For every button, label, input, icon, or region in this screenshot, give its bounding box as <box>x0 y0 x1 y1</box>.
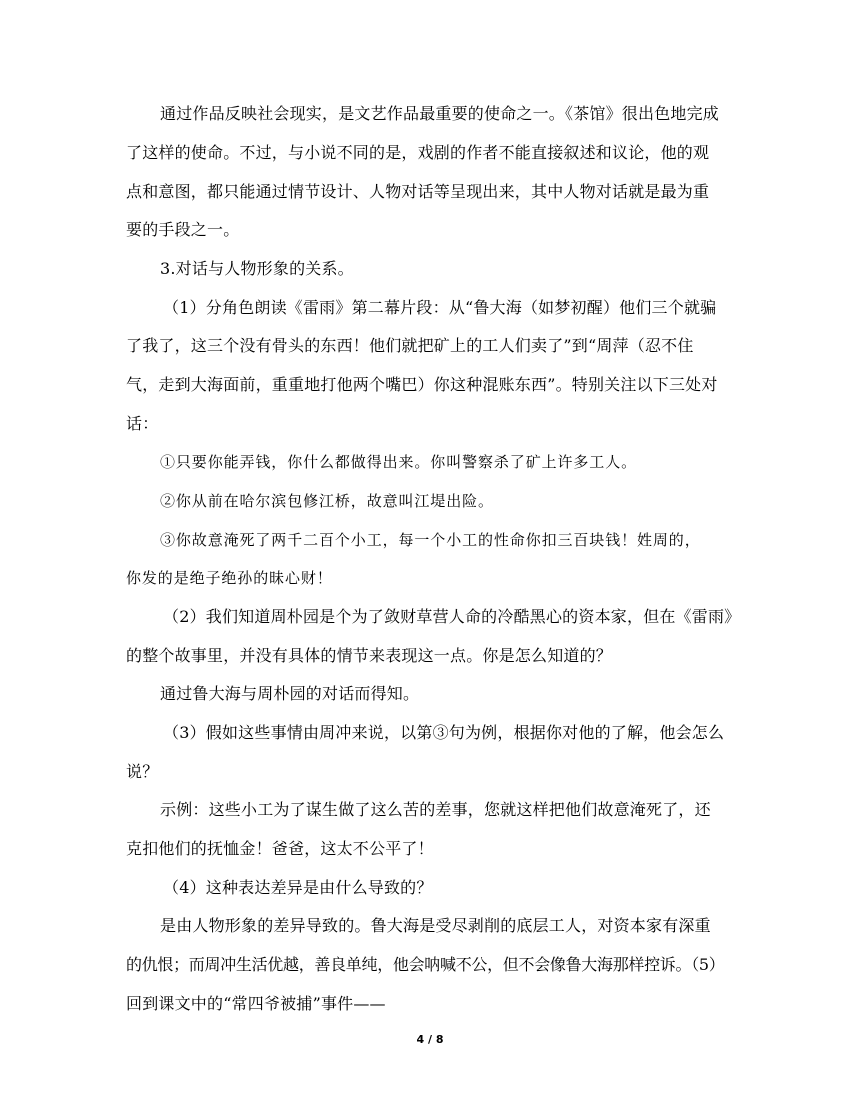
quote-line: 你发的是绝子绝孙的昧心财！ <box>126 569 333 587</box>
paragraph-line: 通过鲁大海与周朴园的对话而得知。 <box>160 684 420 703</box>
paragraph-line: （4）这种表达差异是由什么导致的？ <box>163 878 433 897</box>
section-heading: 3.对话与人物形象的关系。 <box>160 259 354 278</box>
quote-line: ③你故意淹死了两千二百个小工，每一个小工的性命你扣三百块钱！姓周的， <box>160 531 701 549</box>
paragraph-line: 克扣他们的抚恤金！爸爸，这太不公平了！ <box>126 839 434 858</box>
paragraph-line: 气，走到大海面前，重重地打他两个嘴巴）你这种混账东西”。特别关注以下三处对 <box>126 375 718 394</box>
paragraph-line: （2）我们知道周朴园是个为了敛财草营人命的冷酷黑心的资本家，但在《雷雨》 <box>163 607 741 626</box>
paragraph-line: 的仇恨；而周冲生活优越，善良单纯，他会呐喊不公，但不会像鲁大海那样控诉。（5） <box>126 955 725 974</box>
paragraph-line: （3）假如这些事情由周冲来说，以第③句为例，根据你对他的了解，他会怎么 <box>163 723 725 742</box>
paragraph-line: 的整个故事里，并没有具体的情节来表现这一点。你是怎么知道的？ <box>126 646 613 665</box>
paragraph-line: 通过作品反映社会现实，是文艺作品最重要的使命之一。《茶馆》很出色地完成 <box>160 104 720 123</box>
paragraph-line: 是由人物形象的差异导致的。鲁大海是受尽剥削的底层工人，对资本家有深重 <box>160 916 711 935</box>
paragraph-line: 说？ <box>126 762 159 781</box>
quote-line: ①只要你能弄钱，你什么都做得出来。你叫警察杀了矿上许多工人。 <box>160 453 638 471</box>
paragraph-line: 了这样的使命。不过，与小说不同的是，戏剧的作者不能直接叙述和议论，他的观 <box>126 143 710 162</box>
paragraph-line: 示例：这些小工为了谋生做了这么苦的差事，您就这样把他们故意淹死了，还 <box>160 800 711 819</box>
paragraph-line: 回到课文中的“常四爷被捕”事件—— <box>126 994 386 1013</box>
paragraph-line: 了我了，这三个没有骨头的东西！他们就把矿上的工人们卖了”到“周萍（忍不住 <box>126 336 694 355</box>
page-indicator: 4 / 8 <box>416 1033 444 1046</box>
quote-line: ②你从前在哈尔滨包修江桥，故意叫江堤出险。 <box>160 492 494 510</box>
paragraph-line: （1）分角色朗读《雷雨》第二幕片段：从“鲁大海（如梦初醒）他们三个就骗 <box>163 298 717 317</box>
paragraph-line: 话： <box>126 414 159 433</box>
paragraph-line: 点和意图，都只能通过情节设计、人物对话等呈现出来，其中人物对话就是最为重 <box>126 182 710 201</box>
paragraph-line: 要的手段之一。 <box>126 220 240 239</box>
